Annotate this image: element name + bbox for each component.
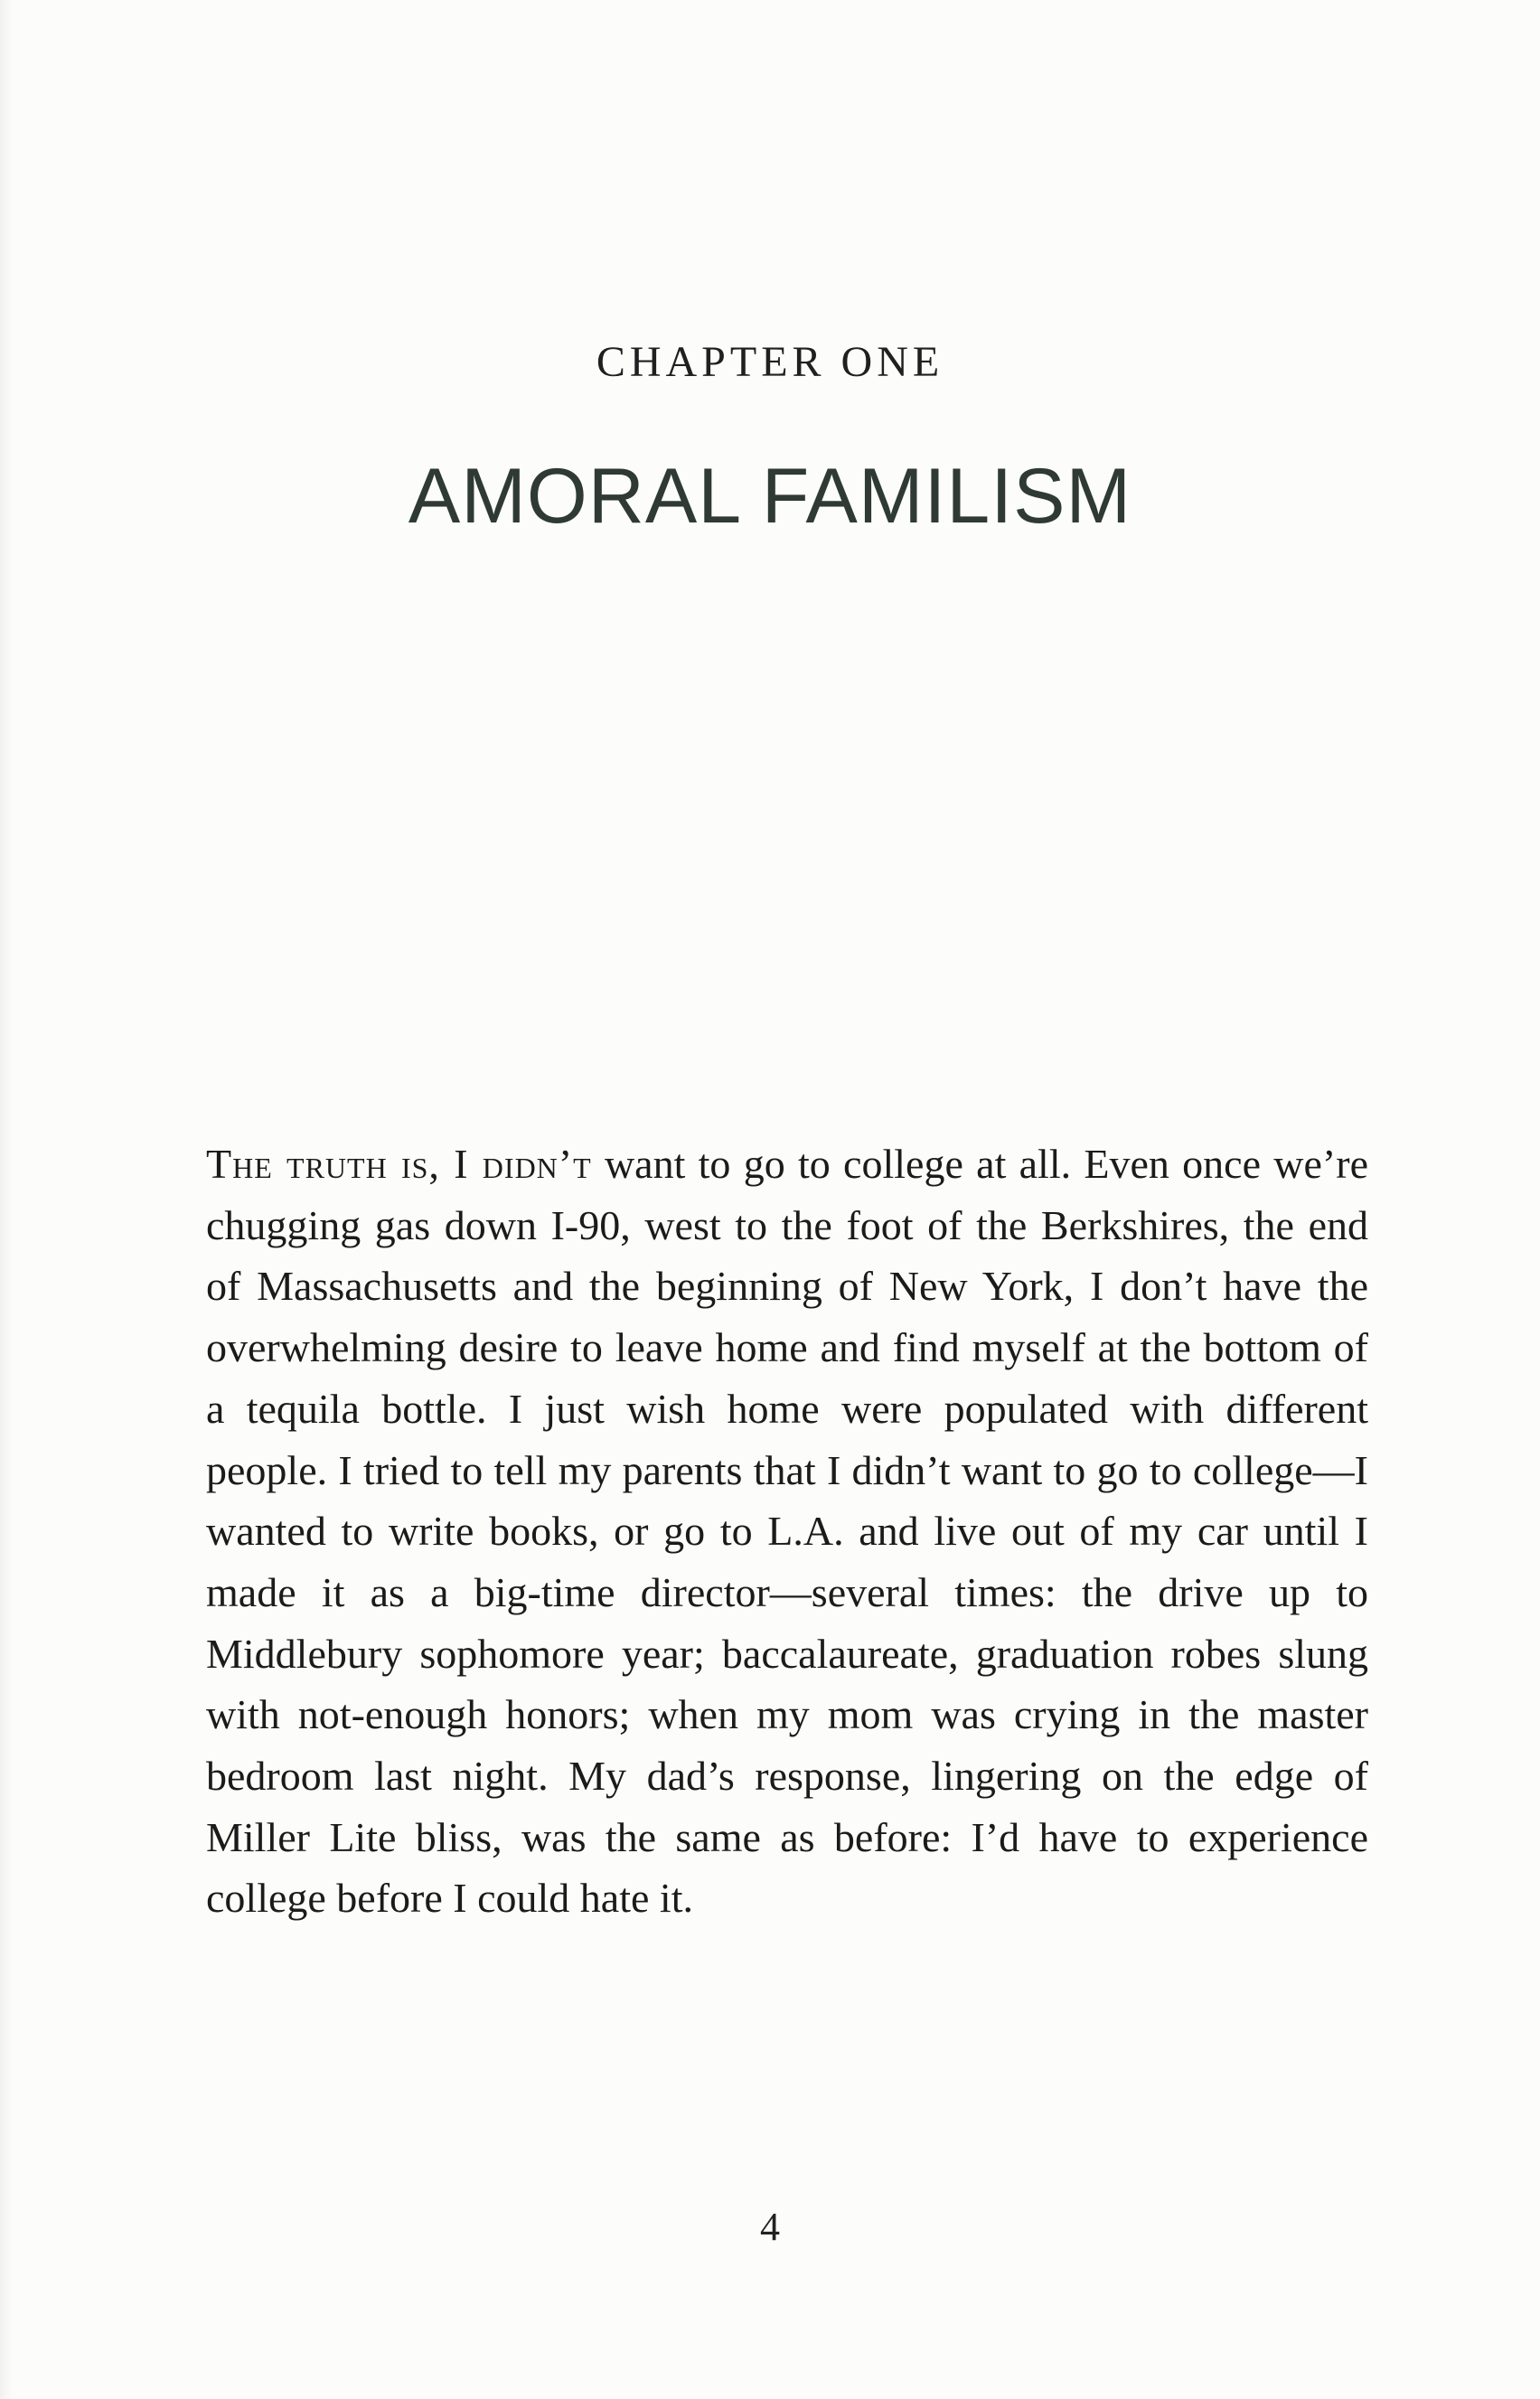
paragraph-lead-in: The truth is, I didn’t	[206, 1141, 592, 1187]
page-number: 4	[760, 2205, 780, 2249]
paragraph-text: want to go to college at all. Even once we’re chugging gas down I-90, west to the foot of the Berkshires, the end of Massachusetts and the beginning of New York, I don’t have the overwhelming desire to leave home and find myself at the bottom of a tequila bottle. I just wish home were populated with different people. I tried to tell my parents that I didn’t want to go to college—I wanted to write books, or go to L.A. and live out of my car until I made it as a big-time director—several times: the drive up to Middlebury sophomore year; baccalaureate, graduation robes slung with not-enough honors; when my mom was crying in the master bedroom last night. My dad’s response, lingering on the edge of Miller Lite bliss, was the same as before: I’d have to experience college before I could hate it.	[206, 1141, 1368, 1922]
body-paragraph	[206, 1134, 1368, 1929]
chapter-label: CHAPTER ONE	[596, 338, 944, 386]
chapter-title: AMORAL FAMILISM	[408, 453, 1132, 540]
